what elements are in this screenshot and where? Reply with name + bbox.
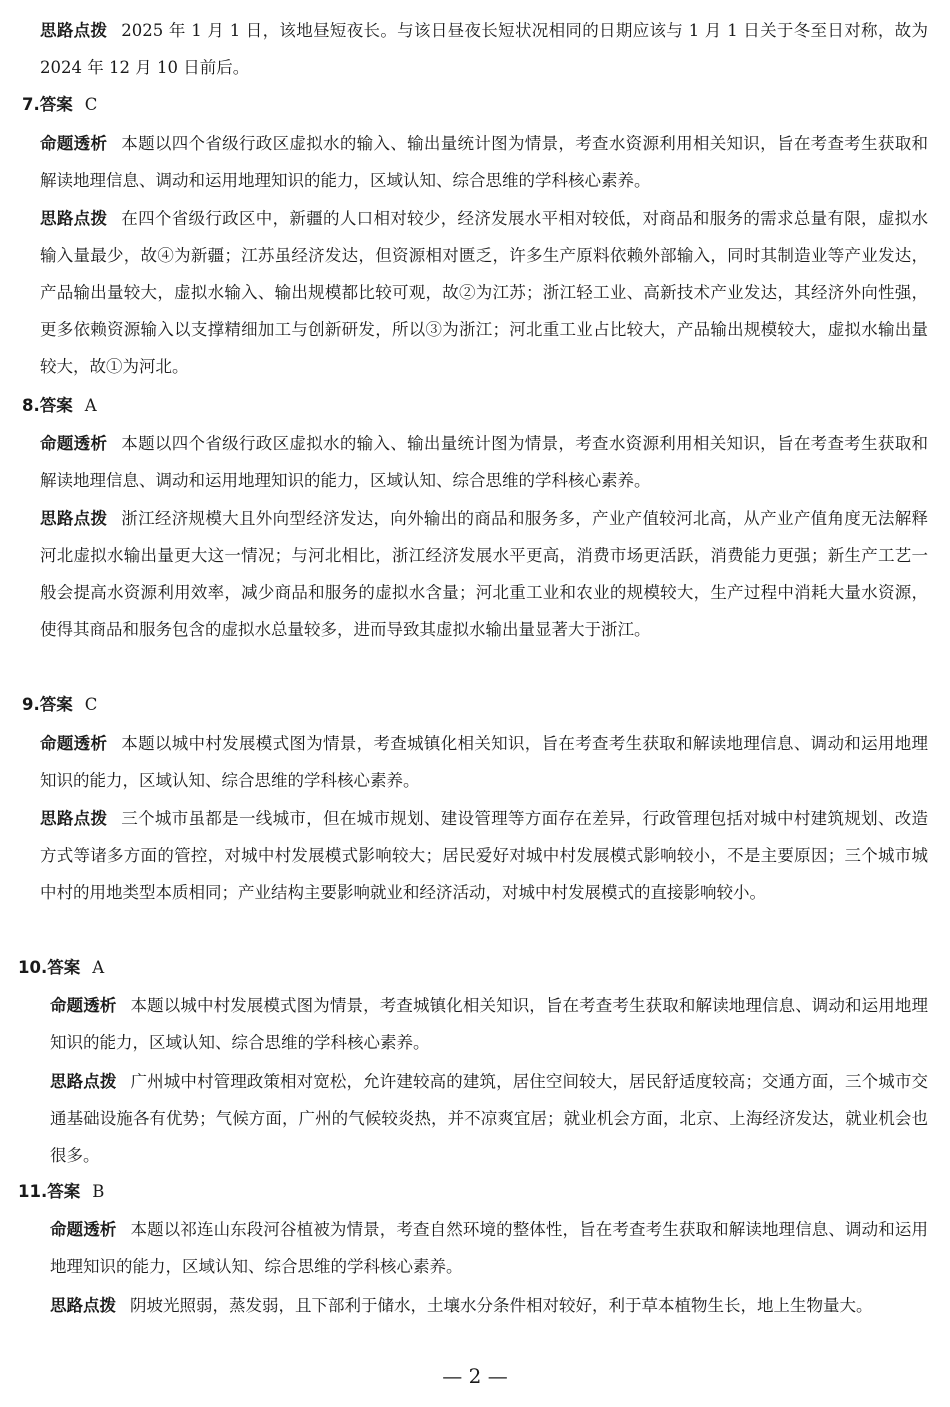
page-number: — 2 —: [442, 1364, 508, 1388]
question-11-header: [18, 1179, 104, 1205]
question-7-hint: [40, 200, 928, 385]
analysis-text: 本题以四个省级行政区虚拟水的输入、输出量统计图为情景，考查水资源利用相关知识，旨在考查考生获取和解读地理信息、调动和运用地理知识的能力，区域认知、综合思维的学科核心素养。: [40, 134, 929, 190]
answer-label: 答案: [47, 1182, 81, 1201]
question-9-analysis: [40, 725, 928, 799]
answer-value: B: [92, 1182, 105, 1201]
answer-label: 答案: [39, 396, 73, 415]
answer-label: 答案: [39, 695, 73, 714]
analysis-label: 命题透析: [50, 996, 117, 1015]
question-11-hint: [50, 1287, 928, 1324]
question-8-analysis: [40, 425, 928, 499]
analysis-text: 本题以城中村发展模式图为情景，考查城镇化相关知识，旨在考查考生获取和解读地理信息、调动和运用地理知识的能力，区域认知、综合思维的学科核心素养。: [40, 734, 929, 790]
hint-label: 思路点拨: [50, 1296, 116, 1315]
question-number: 10.: [18, 958, 48, 977]
answer-label: 答案: [39, 95, 73, 114]
hint-text: 浙江经济规模大且外向型经济发达，向外输出的商品和服务多，产业产值较河北高，从产业产值角度无法解释河北虚拟水输出量更大这一情况；与河北相比，浙江经济发展水平更高，消费市场更活跃，消费能力更强；新生产工艺一般会提高水资源利用效率，减少商品和服务的虚拟水含量；河北重工业和农业的规模较大，生产过程中消耗大量水资源，使得其商品和服务包含的虚拟水总量较多，进而导致其虚拟水输出量显著大于浙江。: [40, 509, 929, 639]
hint-text: 三个城市虽都是一线城市，但在城市规划、建设管理等方面存在差异，行政管理包括对城中村建筑规划、改造方式等诸多方面的管控，对城中村发展模式影响较大；居民爱好对城中村发展模式影响较小，不是主要原因；三个城市城中村的用地类型本质相同；产业结构主要影响就业和经济活动，对城中村发展模式的直接影响较小。: [40, 809, 929, 902]
question-11-analysis: [50, 1211, 928, 1285]
question-number: 8.: [22, 396, 40, 415]
hint-text: 在四个省级行政区中，新疆的人口相对较少，经济发展水平相对较低，对商品和服务的需求总量有限，虚拟水输入量最少，故④为新疆；江苏虽经济发达，但资源相对匮乏，许多生产原料依赖外部输入，同时其制造业等产业发达，产品输出量较大，虚拟水输入、输出规模都比较可观，故②为江苏；浙江轻工业、高新技术产业发达，其经济外向性强，更多依赖资源输入以支撑精细加工与创新研发，所以③为浙江；河北重工业占比较大，产品输出规模较大，虚拟水输出量较大，故①为河北。: [40, 209, 929, 376]
question-8-header: [22, 393, 97, 419]
answer-value: C: [84, 95, 98, 114]
question-10-header: [18, 955, 104, 981]
question-7-header: [22, 92, 97, 118]
answer-value: A: [84, 396, 97, 415]
analysis-label: 命题透析: [40, 134, 108, 153]
question-9-header: [22, 692, 97, 718]
analysis-label: 命题透析: [50, 1220, 117, 1239]
hint-text: 阴坡光照弱，蒸发弱，且下部利于储水，土壤水分条件相对较好，利于草本植物生长，地上生物量大。: [130, 1296, 873, 1315]
question-number: 9.: [22, 695, 40, 714]
question-number: 7.: [22, 95, 40, 114]
question-10-hint: [50, 1063, 928, 1174]
hint-text: 广州城中村管理政策相对宽松，允许建较高的建筑，居住空间较大，居民舒适度较高；交通方面，三个城市交通基础设施各有优势；气候方面，广州的气候较炎热，并不凉爽宜居；就业机会方面，北京、上海经济发达，就业机会也很多。: [50, 1072, 929, 1165]
hint-label: 思路点拨: [40, 509, 108, 528]
analysis-label: 命题透析: [40, 734, 108, 753]
analysis-label: 命题透析: [40, 434, 108, 453]
question-9-hint: [40, 800, 928, 911]
hint-label: 思路点拨: [40, 809, 108, 828]
answer-value: C: [84, 695, 98, 714]
analysis-text: 本题以四个省级行政区虚拟水的输入、输出量统计图为情景，考查水资源利用相关知识，旨在考查考生获取和解读地理信息、调动和运用地理知识的能力，区域认知、综合思维的学科核心素养。: [40, 434, 929, 490]
hint-text: 2025 年 1 月 1 日，该地昼短夜长。与该日昼夜长短状况相同的日期应该与 1 月 1 日关于冬至日对称，故为 2024 年 12 月 10 日前后。: [40, 21, 929, 77]
question-number: 11.: [18, 1182, 48, 1201]
analysis-text: 本题以城中村发展模式图为情景，考查城镇化相关知识，旨在考查考生获取和解读地理信息、调动和运用地理知识的能力，区域认知、综合思维的学科核心素养。: [50, 996, 929, 1052]
analysis-text: 本题以祁连山东段河谷植被为情景，考查自然环境的整体性，旨在考查考生获取和解读地理信息、调动和运用地理知识的能力，区域认知、综合思维的学科核心素养。: [50, 1220, 929, 1276]
answer-value: A: [92, 958, 105, 977]
hint-label: 思路点拨: [40, 21, 108, 40]
hint-paragraph-prev: [40, 12, 928, 86]
question-7-analysis: [40, 125, 928, 199]
hint-label: 思路点拨: [40, 209, 108, 228]
answer-label: 答案: [47, 958, 81, 977]
question-8-hint: [40, 500, 928, 648]
hint-label: 思路点拨: [50, 1072, 117, 1091]
question-10-analysis: [50, 987, 928, 1061]
